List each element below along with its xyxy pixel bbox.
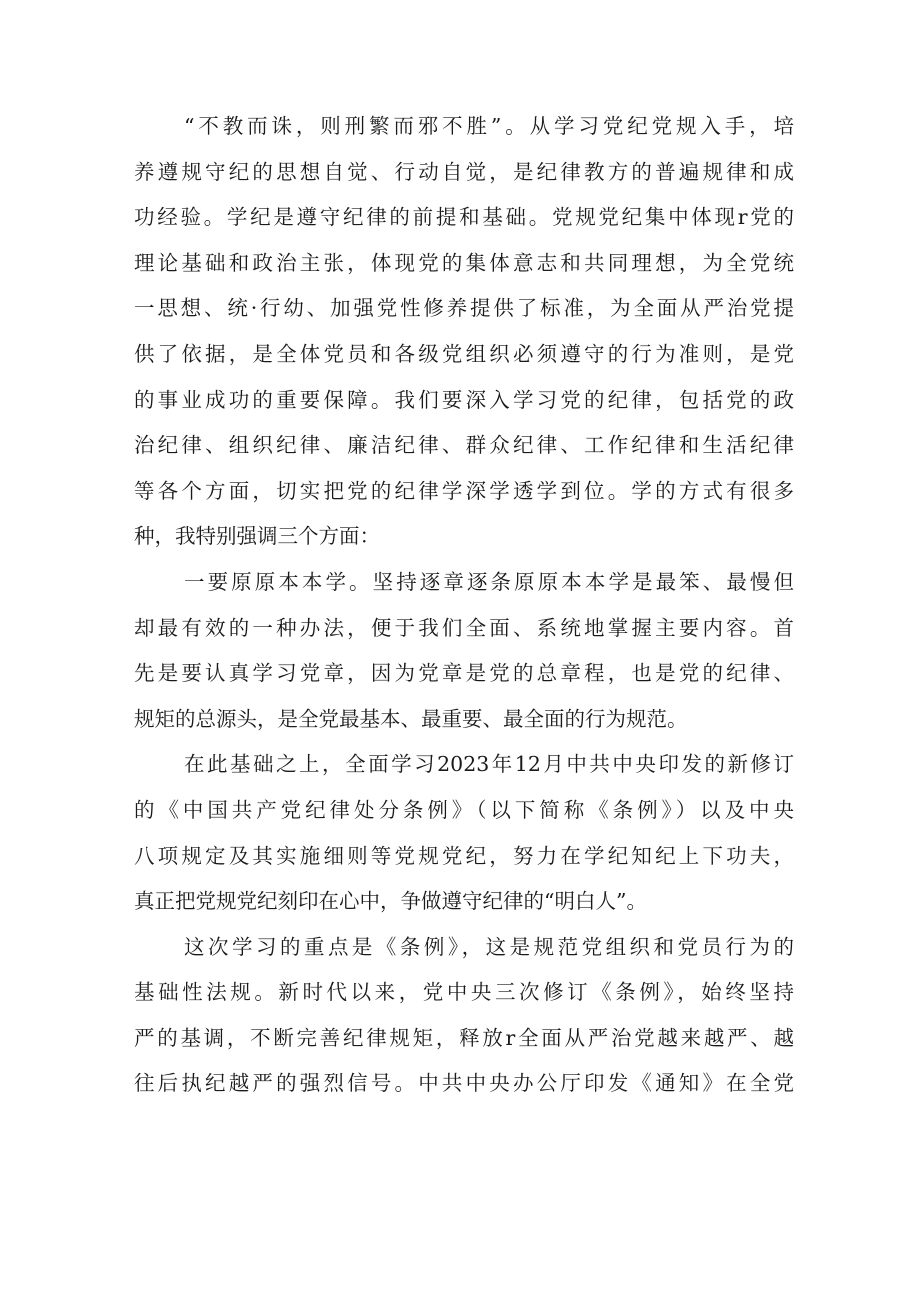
text-line: 却最有效的一种办法，便于我们全面、系统地掌握主要内容。首 — [134, 615, 794, 640]
text-line: 在此基础之上，全面学习2023年12月中共中央印发的新修订 — [184, 752, 794, 777]
text-line: 供了依据，是全体党员和各级党组织必须遵守的行为准则，是党 — [134, 341, 794, 366]
text-line: 基础性法规。新时代以来，党中央三次修订《条例》，始终坚持 — [134, 980, 794, 1005]
text-line: 养遵规守纪的思想自觉、行动自觉，是纪律教方的普遍规律和成 — [134, 159, 794, 184]
text-line: 治纪律、组织纪律、廉洁纪律、群众纪律、工作纪律和生活纪律 — [134, 433, 794, 458]
text-line: 真正把党规党纪刻印在心中，争做遵守纪律的“明白人”。 — [134, 889, 647, 914]
text-line: 这次学习的重点是《条例》，这是规范党组织和党员行为的 — [184, 934, 794, 959]
text-line: 先是要认真学习党章，因为党章是党的总章程，也是党的纪律、 — [134, 661, 794, 686]
text-line: 一要原原本本学。坚持逐章逐条原原本本学是最笨、最慢但 — [184, 569, 794, 594]
text-line: “不教而诛，则刑繁而邪不胜”。从学习党纪党规入手，培 — [184, 114, 794, 138]
text-line: 的《中国共产党纪律处分条例》（以下简称《条例》）以及中央 — [134, 797, 794, 822]
text-line: 严的基调，不断完善纪律规矩，释放r全面从严治党越来越严、越 — [134, 1025, 794, 1050]
text-line: 一思想、统·行幼、加强党性修养提供了标准，为全面从严治党提 — [134, 296, 794, 321]
text-line: 的事业成功的重要保障。我们要深入学习党的纪律，包括党的政 — [134, 387, 794, 412]
paragraph-2 — [134, 560, 794, 742]
paragraph-4 — [134, 925, 794, 1107]
text-line: 理论基础和政治主张，体现党的集体意志和共同理想，为全党统 — [134, 250, 794, 275]
text-line: 往后执纪越严的强烈信号。中共中央办公厅印发《通知》在全党 — [134, 1071, 794, 1096]
text-line: 功经验。学纪是遵守纪律的前提和基础。党规党纪集中体现r党的 — [134, 205, 794, 230]
text-line: 种，我特别强调三个方面： — [134, 524, 380, 549]
paragraph-3 — [134, 742, 794, 924]
document-body — [134, 104, 794, 1107]
text-line: 八项规定及其实施细则等党规党纪，努力在学纪知纪上下功夫， — [134, 843, 794, 868]
paragraph-1 — [134, 104, 794, 560]
text-line: 等各个方面，切实把党的纪律学深学透学到位。学的方式有很多 — [134, 478, 794, 503]
text-line: 规矩的总源头，是全党最基本、最重要、最全面的行为规范。 — [134, 706, 688, 731]
